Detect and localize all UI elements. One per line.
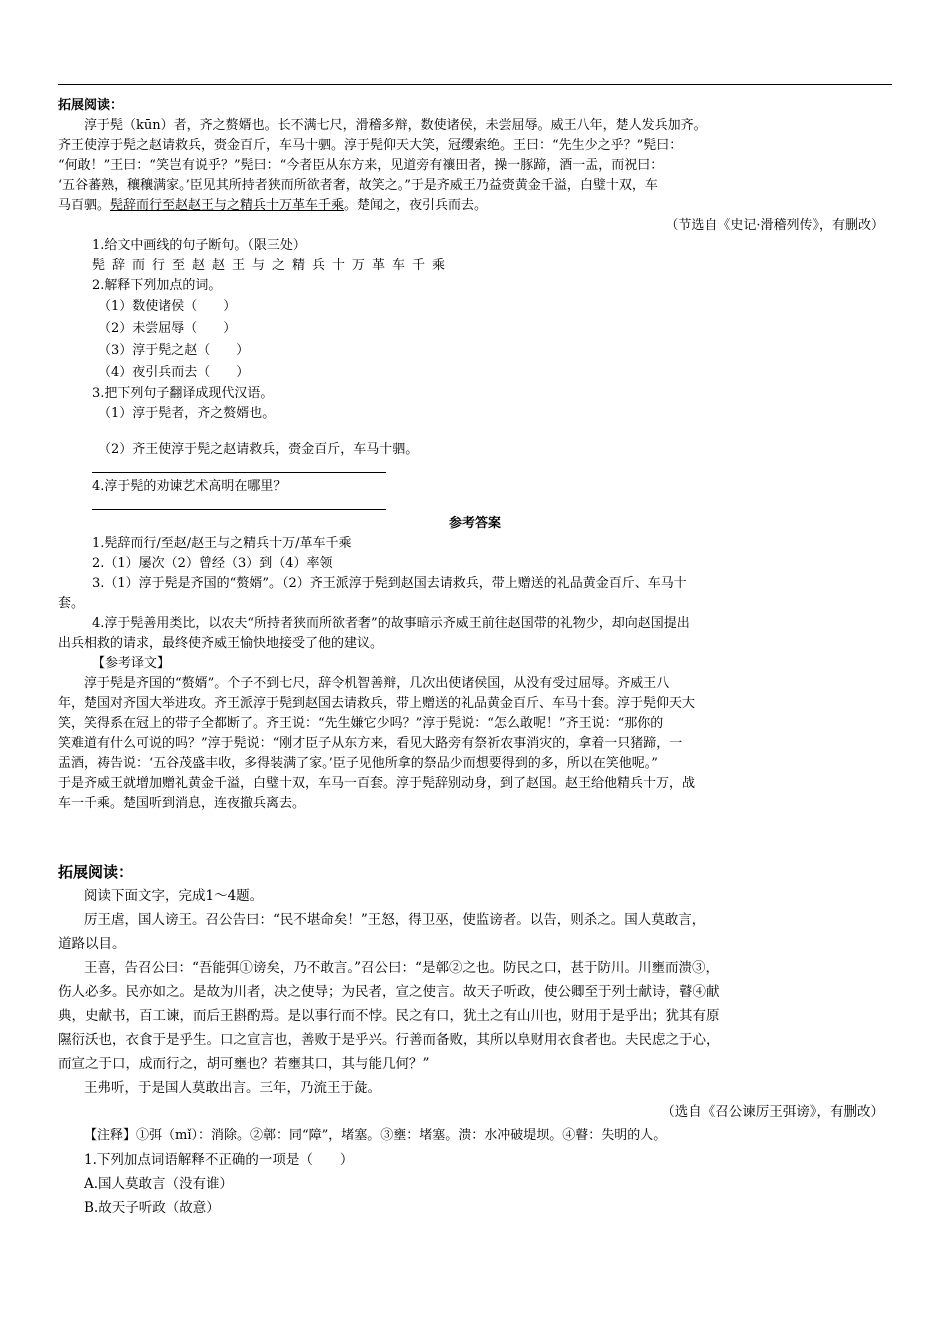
question-3-item: （2）齐王使淳于髡之赵请救兵，赍金百斤，车马十驷。 bbox=[98, 442, 419, 457]
passage-line: 隰衍沃也，衣食于是乎生。口之宣言也，善败于是乎兴。行善而备败，其所以阜财用衣食者也。夫民虑之于心， bbox=[58, 1032, 720, 1048]
instructions: 阅读下面文字，完成1～4题。 bbox=[84, 888, 264, 904]
translation-line: 笑难道有什么可说的吗？”淳于髡说：“刚才臣子从东方来，看见大路旁有祭祈农事消灾的，拿着一只猪蹄，一 bbox=[58, 736, 683, 751]
top-rule bbox=[58, 84, 892, 85]
passage-line: 王弗听，于是国人莫敢出言。三年，乃流王于彘。 bbox=[84, 1080, 381, 1096]
question-2-item: （4）夜引兵而去（ ） bbox=[98, 365, 250, 380]
question-1-chars: 髡辞而行至赵赵王与之精兵十万革车千乘 bbox=[92, 258, 453, 273]
underlined-sentence: 髡辞而行至赵赵王与之精兵十万革车千乘 bbox=[110, 198, 345, 213]
question-1: 1.下列加点词语解释不正确的一项是（ ） bbox=[84, 1152, 354, 1168]
spacer bbox=[58, 424, 892, 440]
passage-line: 厉王虐，国人谤王。召公告曰：“民不堪命矣！”王怒，得卫巫，使监谤者。以告，则杀之。国人莫敢言， bbox=[84, 912, 706, 928]
answer-3: 3.（1）淳于髡是齐国的“赘婿”。（2）齐王派淳于髡到赵国去请救兵，带上赠送的礼品黄金百斤、车马十 bbox=[92, 576, 687, 591]
answer-blank-line[interactable] bbox=[92, 497, 386, 510]
passage-line: ‘五谷蕃熟，穰穰满家。’臣见其所持者狭而所欲者奢，故笑之。”于是齐威王乃益赍黄金千溢，白璧十双，车 bbox=[58, 178, 658, 193]
translation-line: 年，楚国对齐国大举进攻。齐王派淳于髡到赵国去请救兵，带上赠送的礼品黄金百斤、车马十套。淳于髡仰天大 bbox=[58, 696, 696, 711]
passage-line: 典，史献书，百工谏，而后王斟酌焉。是以事行而不悖。民之有口，犹土之有山川也，财用于是乎出；犹其有原 bbox=[58, 1008, 720, 1024]
question-2-item: （3）淳于髡之赵（ ） bbox=[98, 343, 250, 358]
section-2-heading: 拓展阅读： bbox=[58, 863, 134, 881]
answer-3-cont: 套。 bbox=[58, 596, 85, 611]
section-2 bbox=[58, 860, 892, 1220]
passage-line: 而宣之于口，成而行之，胡可壅也？若壅其口，其与能几何？” bbox=[58, 1056, 430, 1072]
translation-line: 车一千乘。楚国听到消息，连夜撤兵离去。 bbox=[58, 796, 306, 811]
passage-line bbox=[58, 196, 892, 216]
translation-line: 笑，笑得系在冠上的带子全都断了。齐王说：“先生嫌它少吗？”淳于髡说：“怎么敢呢！”齐王说：“那你的 bbox=[58, 716, 664, 731]
spacer bbox=[58, 814, 892, 860]
passage-line: 道路以目。 bbox=[58, 936, 126, 952]
source-citation: （节选自《史记·滑稽列传》，有删改） bbox=[665, 218, 884, 233]
passage-line: 伤人必多。民亦如之。是故为川者，决之使导；为民者，宣之使言。故天子听政，使公卿至于列士献诗，瞽④献 bbox=[58, 984, 720, 1000]
question-2: 2.解释下列加点的词。 bbox=[92, 278, 222, 293]
document-page bbox=[58, 96, 892, 1220]
answer-2: 2.（1）屡次（2）曾经（3）到（4）率领 bbox=[92, 556, 333, 571]
section-1-heading: 拓展阅读： bbox=[58, 98, 124, 113]
translation-label: 【参考译文】 bbox=[92, 656, 171, 671]
source-citation: （选自《召公谏厉王弭谤》，有删改） bbox=[661, 1104, 884, 1120]
option-b[interactable]: B.故天子听政（故意） bbox=[84, 1200, 220, 1216]
option-a[interactable]: A.国人莫敢言（没有谁） bbox=[84, 1176, 234, 1192]
question-3-item: （1）淳于髡者，齐之赘婿也。 bbox=[98, 406, 276, 421]
passage-line: 淳于髡（kūn）者，齐之赘婿也。长不满七尺，滑稽多辩，数使诸侯，未尝屈辱。威王八年，楚人发兵加齐。 bbox=[84, 118, 707, 133]
question-2-item: （2）未尝屈辱（ ） bbox=[98, 321, 237, 336]
question-1: 1.给文中画线的句子断句。（限三处） bbox=[92, 238, 306, 253]
section-1 bbox=[58, 96, 892, 814]
translation-line: 于是齐威王就增加赠礼黄金千溢，白璧十双，车马一百套。淳于髡辞别动身，到了赵国。赵王给他精兵十万，战 bbox=[58, 776, 696, 791]
passage-line: 齐王使淳于髡之赵请救兵，赍金百斤，车马十驷。淳于髡仰天大笑，冠缨索绝。王曰：“先生少之乎？”髡曰： bbox=[58, 138, 683, 153]
question-4: 4.淳于髡的劝谏艺术高明在哪里？ bbox=[92, 479, 287, 494]
passage-text: 。楚闻之，夜引兵而去。 bbox=[344, 198, 488, 213]
passage-line: “何敢！”王曰：“笑岂有说乎？”髡曰：“今者臣从东方来，见道旁有禳田者，操一豚蹄，酒一盂，而祝曰： bbox=[58, 158, 664, 173]
question-2-item: （1）数使诸侯（ ） bbox=[98, 299, 237, 314]
answer-title: 参考答案 bbox=[448, 516, 501, 531]
passage-text: 马百驷。 bbox=[58, 198, 111, 213]
answer-4-cont: 出兵相救的请求，最终使齐威王愉快地接受了他的建议。 bbox=[58, 636, 384, 651]
annotation-notes: 【注释】①弭（mǐ）：消除。②鄣：同“障”，堵塞。③壅：堵塞。溃：水冲破堤坝。④瞽：失明的人。 bbox=[84, 1128, 667, 1143]
answer-blank-line[interactable] bbox=[92, 460, 386, 473]
answer-4: 4.淳于髡善用类比，以农夫“所持者狭而所欲者奢”的故事暗示齐威王前往赵国带的礼物少，却向赵国提出 bbox=[92, 616, 690, 631]
translation-line: 盂酒，祷告说：‘五谷茂盛丰收，多得装满了家。’臣子见他所拿的祭品少而想要得到的多，所以在笑他呢。” bbox=[58, 756, 658, 771]
passage-line: 王喜，告召公曰：“吾能弭①谤矣，乃不敢言。”召公曰：“是鄣②之也。防民之口，甚于防川。川壅而溃③， bbox=[84, 960, 719, 976]
question-3: 3.把下列句子翻译成现代汉语。 bbox=[92, 386, 274, 401]
translation-line: 淳于髡是齐国的“赘婿”。个子不到七尺，辞令机智善辩，几次出使诸侯国，从没有受过屈辱。齐威王八 bbox=[84, 676, 670, 691]
answer-1: 1.髡辞而行/至赵/赵王与之精兵十万/革车千乘 bbox=[92, 536, 352, 551]
